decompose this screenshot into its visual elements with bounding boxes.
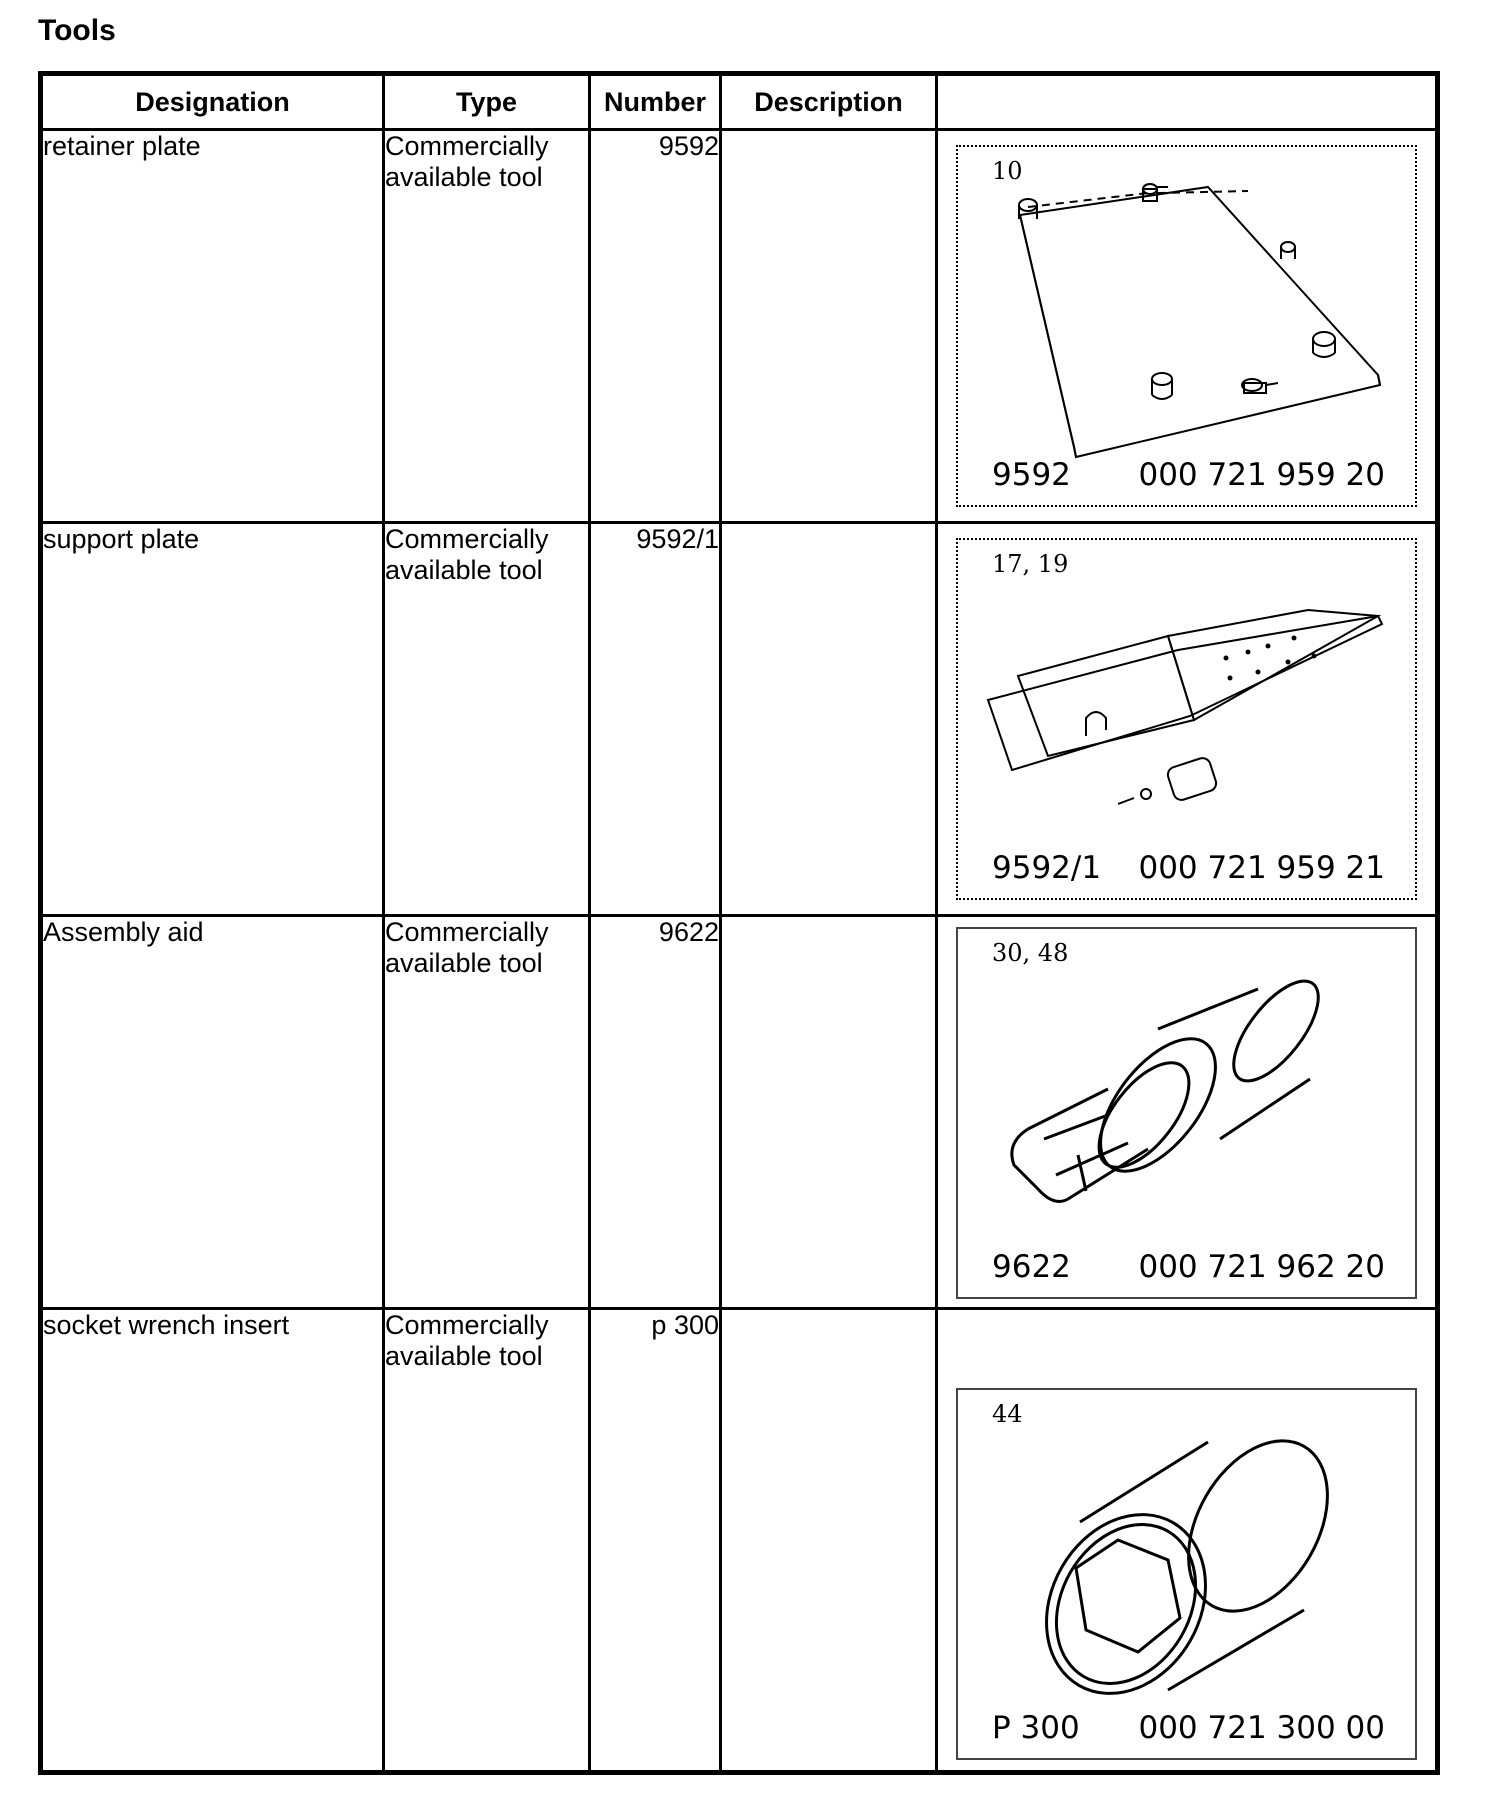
header-number: Number (590, 74, 721, 130)
description-cell (721, 523, 937, 916)
illustration-cell (937, 130, 1438, 523)
tool-figure (956, 538, 1417, 900)
type-line: Commercially (385, 524, 549, 554)
tool-figure (956, 145, 1417, 507)
type-line: available tool (385, 948, 543, 978)
table-row (41, 1309, 1438, 1773)
figure-reference: 17, 19 (992, 550, 1069, 578)
illustration-cell (937, 916, 1438, 1309)
page-heading: Tools (38, 14, 116, 47)
type-line: available tool (385, 1341, 543, 1371)
number-cell: 9592 (590, 130, 721, 523)
type-line: Commercially (385, 1310, 549, 1340)
designation-cell: Assembly aid (41, 916, 384, 1309)
table-row (41, 130, 1438, 523)
table-header-row (41, 74, 1438, 130)
type-line: Commercially (385, 131, 549, 161)
tool-figure (956, 927, 1417, 1299)
figure-part-number: 000 721 962 20 (1138, 1249, 1385, 1285)
header-illustration (937, 74, 1438, 130)
figure-reference: 44 (992, 1400, 1023, 1428)
tools-table (38, 71, 1440, 1775)
figure-part-number: 000 721 300 00 (1138, 1710, 1385, 1746)
description-cell (721, 916, 937, 1309)
type-cell (384, 130, 590, 523)
header-designation: Designation (41, 74, 384, 130)
description-cell (721, 130, 937, 523)
number-cell: p 300 (590, 1309, 721, 1773)
figure-tool-code: 9592/1 (992, 850, 1102, 886)
socket-wrench-drawing-icon (958, 1390, 1419, 1758)
figure-reference: 30, 48 (992, 939, 1069, 967)
type-cell (384, 523, 590, 916)
support-plate-drawing-icon (958, 540, 1419, 898)
type-line: available tool (385, 555, 543, 585)
illustration-cell (937, 523, 1438, 916)
table-row (41, 523, 1438, 916)
header-type: Type (384, 74, 590, 130)
figure-tool-code: 9592 (992, 457, 1071, 493)
figure-part-number: 000 721 959 20 (1138, 457, 1385, 493)
type-line: Commercially (385, 917, 549, 947)
table-row (41, 916, 1438, 1309)
illustration-cell (937, 1309, 1438, 1773)
retainer-plate-drawing-icon (958, 147, 1419, 505)
figure-tool-code: P 300 (992, 1710, 1080, 1746)
figure-tool-code: 9622 (992, 1249, 1071, 1285)
header-description: Description (721, 74, 937, 130)
designation-cell: socket wrench insert (41, 1309, 384, 1773)
figure-reference: 10 (992, 157, 1023, 185)
assembly-aid-drawing-icon (958, 929, 1419, 1297)
figure-part-number: 000 721 959 21 (1138, 850, 1385, 886)
number-cell: 9592/1 (590, 523, 721, 916)
description-cell (721, 1309, 937, 1773)
number-cell: 9622 (590, 916, 721, 1309)
designation-cell: retainer plate (41, 130, 384, 523)
type-line: available tool (385, 162, 543, 192)
designation-cell: support plate (41, 523, 384, 916)
type-cell (384, 916, 590, 1309)
tool-figure (956, 1388, 1417, 1760)
type-cell (384, 1309, 590, 1773)
